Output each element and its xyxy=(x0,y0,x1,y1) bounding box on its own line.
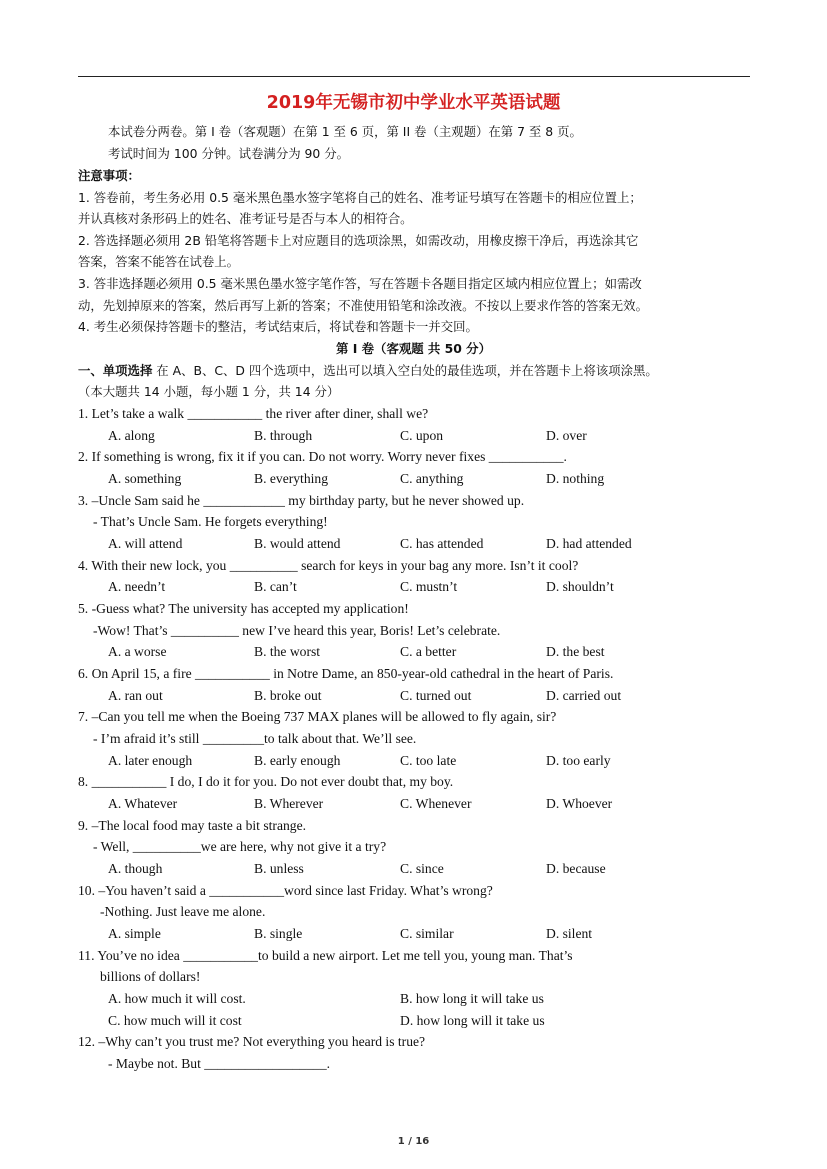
question-stem: 2. If something is wrong, fix it if you can. Do not worry. Worry never fixes ___________. xyxy=(78,449,567,464)
option-c: C. a better xyxy=(400,644,457,659)
question-stem-continued: billions of dollars! xyxy=(100,969,201,984)
option-c: C. how much will it cost xyxy=(108,1013,242,1028)
option-b: B. would attend xyxy=(254,536,341,551)
option-d: D. the best xyxy=(546,644,605,659)
notice-line: 1. 答卷前，考生务必用 0.5 毫米黑色墨水签字笔将自己的姓名、准考证号填写在答题卡的相应位置上； xyxy=(78,190,642,205)
notice-line: 答案，答案不能答在试卷上。 xyxy=(78,254,240,269)
option-a: A. though xyxy=(108,861,163,876)
option-c: C. anything xyxy=(400,471,464,486)
question-stem: 6. On April 15, a fire ___________ in Notre Dame, an 850-year-old cathedral in the heart of Paris. xyxy=(78,666,614,681)
option-d: D. Whoever xyxy=(546,796,613,811)
notice-line: 2. 答选择题必须用 2B 铅笔将答题卡上对应题目的选项涂黑，如需改动，用橡皮擦干净后，再选涂其它 xyxy=(78,233,639,248)
option-c: C. upon xyxy=(400,428,444,443)
section-label: 一、单项选择 xyxy=(78,363,153,378)
intro-line-2: 考试时间为 100 分钟。试卷满分为 90 分。 xyxy=(108,146,350,161)
option-d: D. shouldn’t xyxy=(546,579,614,594)
option-b: B. through xyxy=(254,428,313,443)
option-c: C. mustn’t xyxy=(400,579,458,594)
section-text: 在 A、B、C、D 四个选项中，选出可以填入空白处的最佳选项，并在答题卡上将该项涂黑。 xyxy=(152,363,658,378)
option-a: A. a worse xyxy=(108,644,167,659)
option-a: A. something xyxy=(108,471,182,486)
question-stem: 10. –You haven’t said a ___________word since last Friday. What’s wrong? xyxy=(78,883,493,898)
option-b: B. the worst xyxy=(254,644,321,659)
option-a: A. Whatever xyxy=(108,796,178,811)
option-c: C. Whenever xyxy=(400,796,472,811)
option-d: D. silent xyxy=(546,926,593,941)
question-stem: 4. With their new lock, you __________ search for keys in your bag any more. Isn’t it cool? xyxy=(78,558,579,573)
option-a: A. along xyxy=(108,428,155,443)
question-reply: - Well, __________we are here, why not give it a try? xyxy=(93,839,387,854)
notice-line: 4. 考生必须保持答题卡的整洁，考试结束后，将试卷和答题卡一并交回。 xyxy=(78,319,478,334)
question-stem: 9. –The local food may taste a bit strange. xyxy=(78,818,307,833)
option-d: D. how long will it take us xyxy=(400,1013,545,1028)
option-d: D. over xyxy=(546,428,587,443)
option-c: C. too late xyxy=(400,753,457,768)
option-d: D. because xyxy=(546,861,606,876)
option-b: B. single xyxy=(254,926,303,941)
page-number: 1 / 16 xyxy=(397,1136,430,1147)
section-instruction xyxy=(78,362,658,380)
question-stem: 5. -Guess what? The university has accepted my application! xyxy=(78,601,409,616)
option-d: D. had attended xyxy=(546,536,632,551)
question-reply: -Nothing. Just leave me alone. xyxy=(100,904,266,919)
question-stem: 11. You’ve no idea ___________to build a new airport. Let me tell you, young man. That’s xyxy=(78,948,573,963)
option-a: A. simple xyxy=(108,926,161,941)
notice-line: 动，先划掉原来的答案，然后再写上新的答案；不准使用铅笔和涂改液。不按以上要求作答的答案无效。 xyxy=(78,298,648,313)
option-a: A. later enough xyxy=(108,753,193,768)
option-b: B. broke out xyxy=(254,688,322,703)
option-b: B. unless xyxy=(254,861,304,876)
option-c: C. has attended xyxy=(400,536,484,551)
question-reply: - That’s Uncle Sam. He forgets everything! xyxy=(93,514,328,529)
option-d: D. nothing xyxy=(546,471,605,486)
option-c: C. since xyxy=(400,861,444,876)
question-stem: 8. ___________ I do, I do it for you. Do not ever doubt that, my boy. xyxy=(78,774,454,789)
option-a: A. will attend xyxy=(108,536,183,551)
option-b: B. everything xyxy=(254,471,328,486)
intro-line-1: 本试卷分两卷。第 I 卷（客观题）在第 1 至 6 页，第 II 卷（主观题）在第 7 至 8 页。 xyxy=(108,124,582,139)
option-a: A. needn’t xyxy=(108,579,166,594)
question-stem: 3. –Uncle Sam said he ____________ my birthday party, but he never showed up. xyxy=(78,493,525,508)
question-stem: 1. Let’s take a walk ___________ the river after diner, shall we? xyxy=(78,406,429,421)
notice-line: 并认真核对条形码上的姓名、准考证号是否与本人的相符合。 xyxy=(78,211,413,226)
option-b: B. Wherever xyxy=(254,796,324,811)
notice-heading: 注意事项： xyxy=(78,168,140,183)
section-note: （本大题共 14 小题，每小题 1 分，共 14 分） xyxy=(78,384,340,399)
question-stem: 7. –Can you tell me when the Boeing 737 MAX planes will be allowed to fly again, sir? xyxy=(78,709,557,724)
option-b: B. early enough xyxy=(254,753,341,768)
option-d: D. carried out xyxy=(546,688,622,703)
option-d: D. too early xyxy=(546,753,611,768)
question-reply: -Wow! That’s __________ new I’ve heard this year, Boris! Let’s celebrate. xyxy=(93,623,501,638)
question-stem: 12. –Why can’t you trust me? Not everything you heard is true? xyxy=(78,1034,426,1049)
header-rule xyxy=(78,76,750,77)
question-reply: - I’m afraid it’s still _________to talk about that. We’ll see. xyxy=(93,731,417,746)
part-heading: 第 I 卷（客观题 共 50 分） xyxy=(336,341,491,356)
option-c: C. turned out xyxy=(400,688,472,703)
notice-line: 3. 答非选择题必须用 0.5 毫米黑色墨水签字笔作答，写在答题卡各题目指定区域内相应位置上；如需改 xyxy=(78,276,642,291)
page-title: 2019年无锡市初中学业水平英语试题 xyxy=(266,93,561,113)
option-c: C. similar xyxy=(400,926,454,941)
option-a: A. how much it will cost. xyxy=(108,991,246,1006)
option-a: A. ran out xyxy=(108,688,163,703)
question-reply: - Maybe not. But __________________. xyxy=(108,1056,331,1071)
option-b: B. can’t xyxy=(254,579,297,594)
option-b: B. how long it will take us xyxy=(400,991,544,1006)
